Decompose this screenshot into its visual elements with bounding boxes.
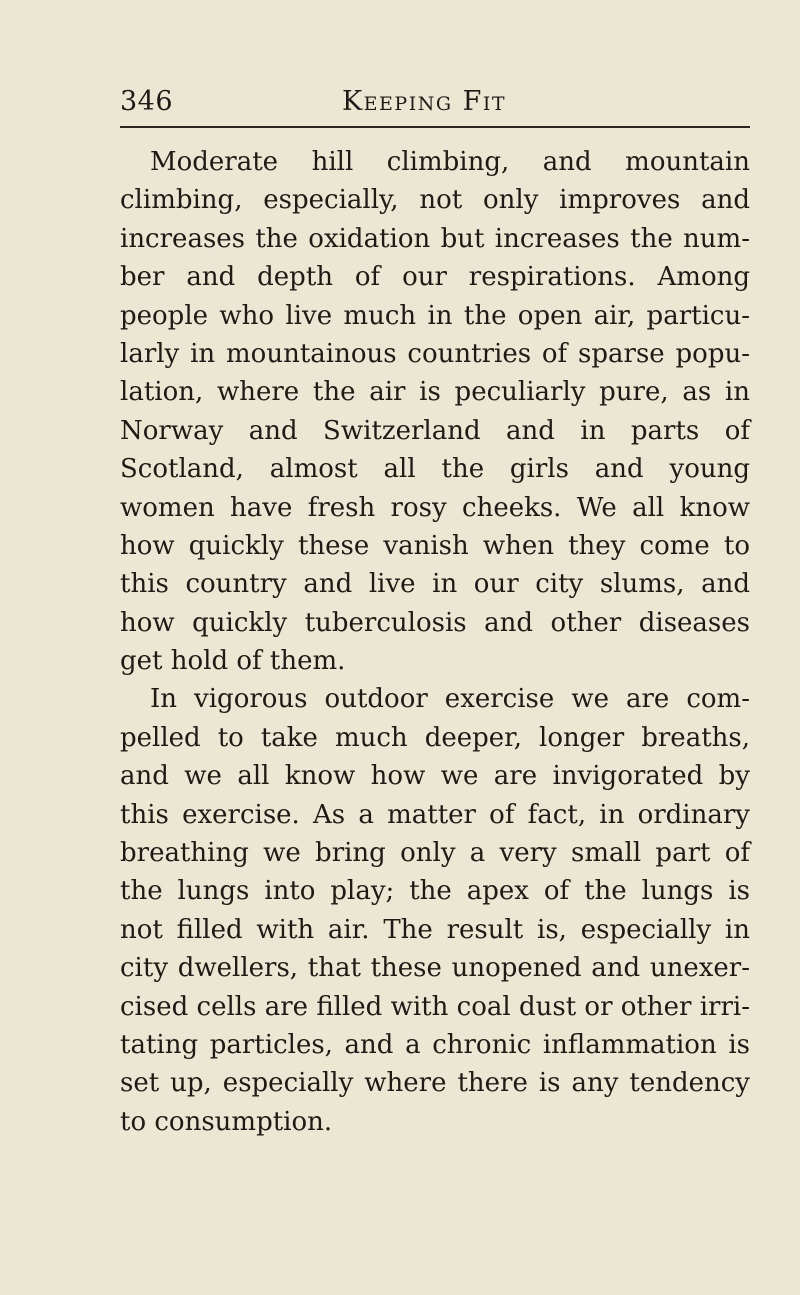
text-line: not filled with air. The result is, especially in [120, 914, 750, 945]
text-line: In vigorous outdoor exercise we are com- [150, 684, 750, 715]
text-line: breathing we bring only a very small part of [120, 838, 750, 869]
text-line: Norway and Switzerland and in parts of [120, 415, 750, 446]
text-line: tating particles, and a chronic inflammation is [120, 1029, 750, 1060]
text-line: people who live much in the open air, particu- [120, 300, 750, 331]
text-line: and we all know how we are invigorated by [120, 761, 750, 792]
text-line: lation, where the air is peculiarly pure, as in [120, 377, 750, 408]
text-line: how quickly tuberculosis and other diseases [120, 607, 750, 638]
running-head [120, 82, 750, 122]
body-text [120, 143, 750, 1141]
text-line: how quickly these vanish when they come to [120, 530, 750, 561]
text-line: larly in mountainous countries of sparse popu- [120, 338, 750, 369]
text-line: increases the oxidation but increases the num- [120, 223, 750, 254]
header-rule [120, 126, 750, 128]
text-line: ber and depth of our respirations. Among [120, 262, 750, 293]
text-line: Moderate hill climbing, and mountain [150, 147, 750, 177]
page-number: 346 [120, 86, 174, 117]
text-line: cised cells are filled with coal dust or other irri- [120, 991, 750, 1022]
text-line: Scotland, almost all the girls and young [120, 454, 750, 485]
text-line: pelled to take much deeper, longer breaths, [120, 722, 750, 753]
text-line: to consumption. [120, 1106, 333, 1137]
text-line: this exercise. As a matter of fact, in ordinary [120, 799, 750, 830]
text-line: women have fresh rosy cheeks. We all know [120, 492, 750, 523]
running-title: Keeping Fit [342, 86, 506, 117]
text-line: set up, especially where there is any tendency [120, 1068, 750, 1099]
text-line: climbing, especially, not only improves and [120, 185, 750, 216]
text-line: this country and live in our city slums, and [120, 569, 750, 600]
text-line: the lungs into play; the apex of the lungs is [120, 876, 750, 907]
text-line: city dwellers, that these unopened and unexer- [120, 953, 750, 984]
text-line: get hold of them. [120, 646, 346, 677]
